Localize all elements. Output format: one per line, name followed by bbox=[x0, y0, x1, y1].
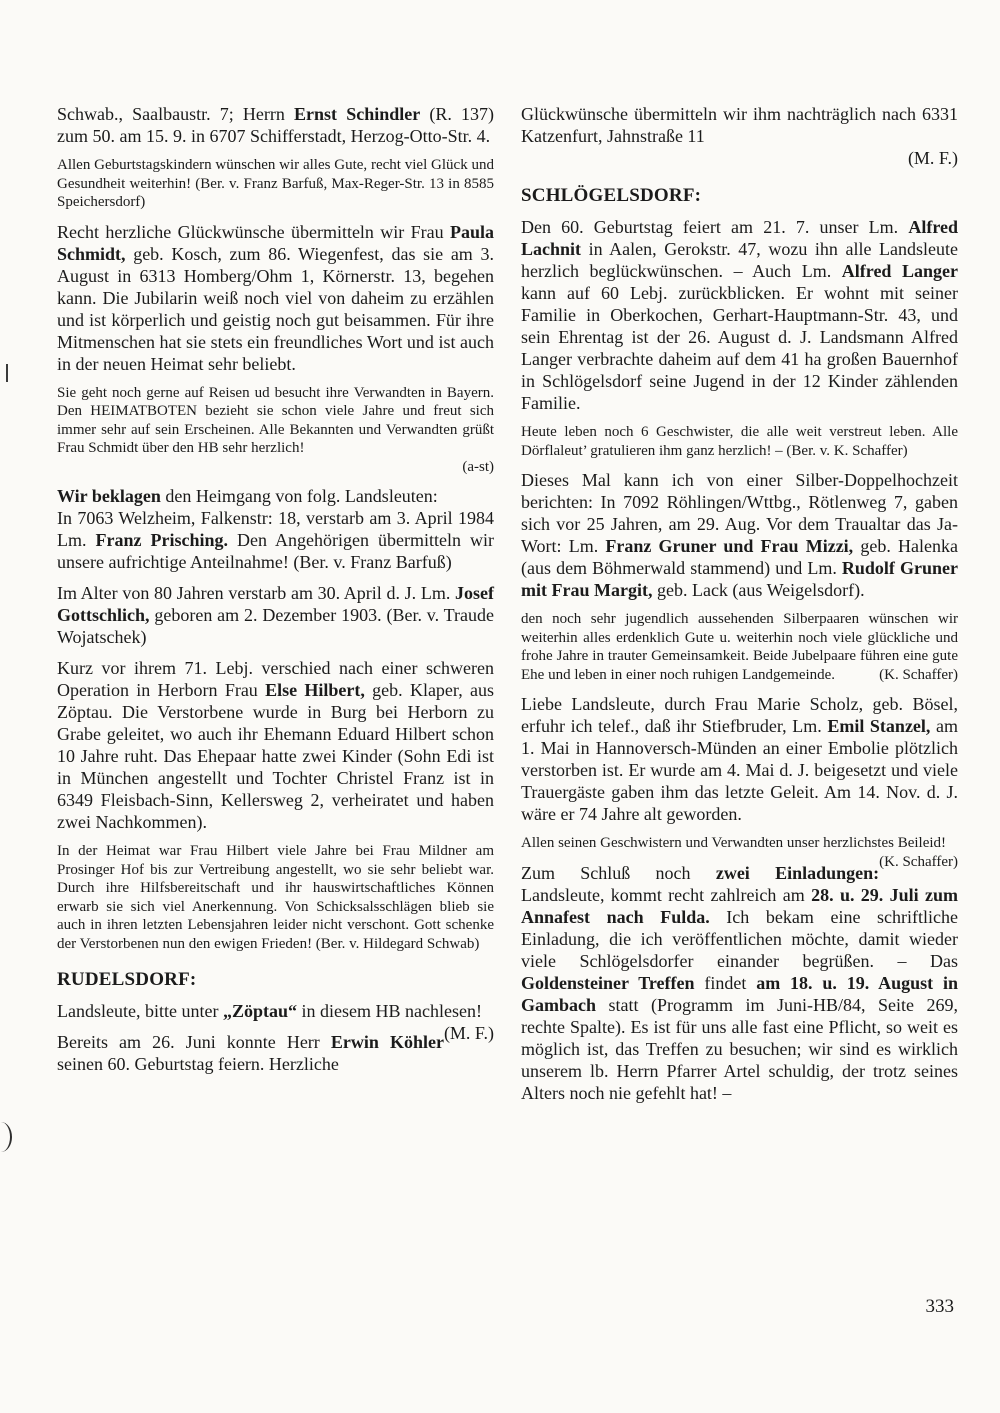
scan-artifact-mark bbox=[1, 1122, 12, 1152]
bold-text-run: Josef Gottschlich, bbox=[57, 583, 494, 625]
text-run: (R. 137) zum 50. am 15. 9. in 6707 Schifferstadt, Herzog-Otto-Str. 4. bbox=[57, 104, 495, 146]
text-run: den Heimgang von folg. Landsleuten: bbox=[160, 486, 438, 506]
bold-text-run: Erwin Köhler bbox=[330, 1032, 444, 1052]
text-run: Schwab., Saalbaustr. 7; Herrn bbox=[57, 104, 295, 124]
body-paragraph bbox=[57, 1031, 494, 1075]
body-paragraph bbox=[57, 657, 494, 833]
text-run: Im Alter von 80 Jahren verstarb am 30. April d. J. Lm. bbox=[57, 583, 455, 603]
text-run: Den Angehörigen übermitteln wir unsere aufrichtige Anteilnahme! (Ber. v. Franz Barfuß) bbox=[57, 530, 494, 572]
text-run: Zum Schluß noch bbox=[521, 862, 716, 883]
fine-print-paragraph bbox=[57, 156, 494, 212]
fine-print-paragraph bbox=[521, 834, 958, 870]
text-run: findet bbox=[694, 972, 757, 993]
text-run: geboren am 2. Dezember 1903. (Ber. v. Traude Wojatschek) bbox=[57, 605, 494, 647]
text-run: Landsleute, kommt recht zahlreich am bbox=[521, 884, 812, 905]
body-paragraph bbox=[521, 693, 958, 825]
text-run: in Aalen, Gerokstr. 47, wozu ihn alle Landsleute herzlich beglückwünschen. – Auch Lm. bbox=[521, 239, 958, 281]
text-run: (M. F.) bbox=[907, 148, 958, 168]
text-run: Ich bekam eine schriftliche Einladung, die ich veröffentlichen möchte, damit wieder viele Schlögelsdorfer einander begrüßen. – Das bbox=[521, 906, 958, 971]
bold-text-run: „Zöptau“ bbox=[222, 1001, 297, 1021]
bold-text-run: 28. u. 29. Juli zum Annafest nach Fulda. bbox=[521, 884, 958, 927]
text-run: seinen 60. Geburtstag feiern. Herzliche bbox=[57, 1054, 339, 1074]
text-run: Heute leben noch 6 Geschwister, die alle weit verstreut leben. Alle Dörflaleut’ gratulieren ihm ganz herzlich! – (Ber. v. K. Schaffer) bbox=[521, 424, 958, 459]
section-heading bbox=[57, 969, 494, 991]
text-run: (a-st) bbox=[462, 458, 494, 475]
body-paragraph bbox=[57, 221, 494, 375]
text-run: geb. Kosch, zum 86. Wiegenfest, das sie am 3. August in 6313 Homberg/Ohm 1, Körnerstr. 13, begehen kann. Die Jubilarin weiß noch viel von daheim zu erzählen und ist körperlich und geistig noch gut beisammen. Für ihre Mitmenschen hat sie stets ein freundliches Wort und ist auch in der neuen Heimat sehr beliebt. bbox=[57, 243, 494, 374]
text-run: (K. Schaffer) bbox=[879, 853, 958, 870]
right-column bbox=[521, 103, 958, 1113]
text-run: statt (Programm im Juni-HB/84, Seite 269, rechte Spalte). Es ist für uns alle fast eine Pflicht, so weit es möglich ist, das Treffen zu besuchen; wir sind es wirklich unserem lb. Herrn Pfarrer Artel schuldig, der trotz seines Alters noch nie gefehlt hat! – bbox=[521, 994, 958, 1103]
bold-text-run: Ernst Schindler bbox=[294, 104, 421, 124]
bold-text-run: Goldensteiner Treffen bbox=[521, 972, 695, 993]
bold-text-run: Else Hilbert, bbox=[265, 680, 365, 700]
body-paragraph bbox=[57, 582, 494, 648]
text-run: Sie geht noch gerne auf Reisen ud besucht ihre Verwandten in Bayern. Den HEIMATBOTEN bezieht sie schon viele Jahre und freut sich immer sehr auf sein Erscheinen. Alle Bekannten und Verwandten grüßt Frau Schmidt über den HB sehr herzlich! bbox=[57, 384, 494, 456]
body-paragraph bbox=[521, 216, 958, 414]
bold-text-run: Alfred Lachnit bbox=[521, 217, 958, 259]
text-run: Recht herzliche Glückwünsche übermitteln wir Frau bbox=[57, 221, 450, 242]
body-paragraph bbox=[521, 862, 958, 1104]
scan-artifact-mark bbox=[6, 364, 8, 382]
page-number: 333 bbox=[925, 1296, 954, 1317]
text-run: Dieses Mal kann ich von einer Silber-Doppelhochzeit berichten: In 7092 Röhlingen/Wttbg., Rötlenweg 7, gaben sich vor 25 Jahren, am 29. Aug. Vor dem Traualtar das Ja-Wort: Lm. bbox=[521, 470, 958, 556]
text-run: Allen Geburtstagskindern wünschen wir alles Gute, recht viel Glück und Gesundheit weiterhin! (Ber. v. Franz Barfuß, Max-Reger-Str. 13 in 8585 Speichersdorf) bbox=[57, 157, 494, 210]
fine-print-paragraph bbox=[521, 423, 958, 460]
text-run: Glückwünsche übermitteln wir ihm nachträglich nach 6331 Katzenfurt, Jahnstraße 11 bbox=[521, 104, 958, 146]
text-run: Den 60. Geburtstag feiert am 21. 7. unser Lm. bbox=[521, 217, 909, 237]
bold-text-run: Emil Stanzel, bbox=[827, 716, 931, 736]
bold-text-run: am 18. u. 19. August in Gambach bbox=[521, 972, 958, 1015]
fine-print-paragraph bbox=[57, 458, 494, 477]
text-run: Landsleute, bitte unter bbox=[57, 1001, 223, 1021]
text-run: Liebe Landsleute, durch Frau Marie Scholz, geb. Bösel, erfuhr ich telef., daß ihr Stiefbruder, Lm. bbox=[521, 694, 958, 736]
text-run: Bereits am 26. Juni konnte Herr bbox=[57, 1032, 331, 1052]
fine-print-paragraph bbox=[57, 842, 494, 953]
text-run: geb. Klaper, aus Zöptau. Die Verstorbene wurde in Burg bei Herborn zu Grabe geleitet, wo auch ihr Ehemann Eduard Hilbert schon 10 Jahre ruht. Das Ehepaar hatte zwei Kinder (Sohn Edi ist in München angestellt und Tochter Christel Franz ist in 6349 Fleisbach-Sinn, Kellersweg 2, verheiratet und haben zwei Nachkommen). bbox=[57, 680, 494, 832]
body-paragraph bbox=[57, 485, 494, 507]
text-run: RUDELSDORF: bbox=[57, 969, 197, 990]
text-run: Allen seinen Geschwistern und Verwandten unser herzlichstes Beileid! bbox=[521, 835, 947, 851]
bold-text-run: Franz Gruner und Frau Mizzi, bbox=[605, 536, 854, 556]
body-paragraph bbox=[57, 103, 494, 147]
body-paragraph bbox=[57, 507, 494, 573]
fine-print-paragraph bbox=[57, 384, 494, 458]
text-run: kann auf 60 Lebj. zurückblicken. Er wohnt mit seiner Familie in Oberkochen, Gerhart-Hauptmann-Str. 43, und sein Ehrentag ist der 26. August d. J. Landsmann Alfred Langer verbrachte daheim auf dem 41 ha großen Bauernhof in Schlögelsdorf seine Jugend in der 12 Kinder zählenden Familie. bbox=[521, 283, 958, 413]
section-heading bbox=[521, 185, 958, 207]
text-run: SCHLÖGELSDORF: bbox=[521, 185, 702, 206]
bold-text-run: Rudolf Gruner mit Frau Margit, bbox=[521, 558, 958, 600]
text-run: (K. Schaffer) bbox=[879, 666, 958, 683]
text-run: Kurz vor ihrem 71. Lebj. verschied nach einer schweren Operation in Herborn Frau bbox=[57, 658, 494, 700]
text-run: geb. Lack (aus Weigelsdorf). bbox=[652, 580, 865, 600]
body-paragraph bbox=[521, 147, 958, 169]
text-run: In der Heimat war Frau Hilbert viele Jahre bei Frau Mildner am Prosinger Hof bis zur Vertreibung angestellt, wo sie sehr beliebt war. Durch ihre Hilfsbereitschaft und ihr hauswirtschaftliches Können erwarb sie sich viel Anerkennung. Von Schicksalsschlägen blieb sie auch in ihren letzten Lebensjahren leider nicht verschont. Gott schenke der Verstorbenen nun den ewigen Frieden! (Ber. v. Hildegard Schwab) bbox=[57, 843, 494, 952]
body-paragraph bbox=[521, 103, 958, 147]
body-paragraph bbox=[521, 469, 958, 601]
text-run: In 7063 Welzheim, Falkenstr: 18, verstarb am 3. April 1984 Lm. bbox=[57, 508, 494, 550]
text-run: geb. Halenka (aus dem Böhmerwald stammend) und Lm. bbox=[521, 536, 958, 578]
fine-print-paragraph bbox=[521, 610, 958, 684]
text-run: den noch sehr jugendlich aussehenden Silberpaaren wünschen wir weiterhin alles erdenklich Gute u. weiterhin noch viele glückliche und frohe Jahre in trauter Gemeinsamkeit. Beide Jubelpaare führen eine gute Ehe und leben in einer noch ruhigen Landgemeinde. bbox=[521, 611, 958, 683]
bold-text-run: Paula Schmidt, bbox=[57, 221, 494, 264]
text-run: am 1. Mai in Hannoversch-Münden an einer Embolie plötzlich verstorben ist. Er wurde am 4. Mai d. J. beigesetzt und viele Trauergäste gaben ihm das letzte Geleit. Am 14. Nov. d. J. wäre er 74 Jahre alt geworden. bbox=[521, 716, 959, 824]
bold-text-run: Franz Prisching. bbox=[95, 530, 229, 550]
text-run: in diesem HB nachlesen! bbox=[296, 1001, 482, 1021]
bold-text-run: zwei Einladungen: bbox=[715, 862, 880, 883]
text-run: (M. F.) bbox=[443, 1023, 494, 1043]
bold-text-run: Alfred Langer bbox=[841, 261, 959, 281]
left-column bbox=[57, 103, 494, 1113]
bold-text-run: Wir beklagen bbox=[57, 486, 161, 506]
